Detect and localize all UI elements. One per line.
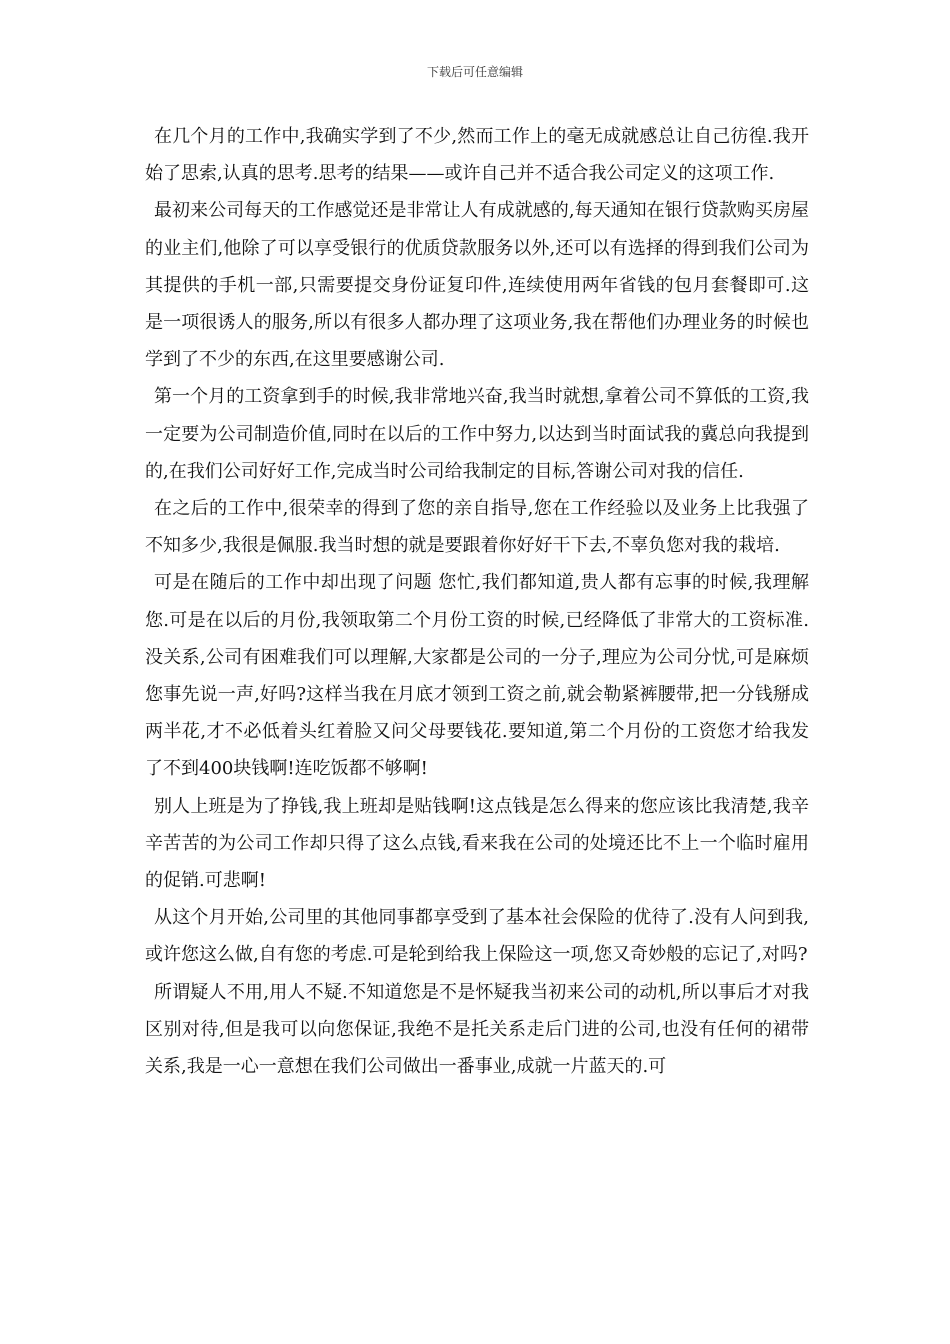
paragraph-2: 最初来公司每天的工作感觉还是非常让人有成就感的,每天通知在银行贷款购买房屋的业主们,他除了可以享受银行的优质贷款服务以外,还可以有选择的得到我们公司为其提供的手机一部,只需要提交身份证复印件,连续使用两年省钱的包月套餐即可.这是一项很诱人的服务,所以有很多人都办理了这项业务,我在帮他们办理业务的时候也学到了不少的东西,在这里要感谢公司. [145, 200, 809, 371]
paragraph-8: 所谓疑人不用,用人不疑.不知道您是不是怀疑我当初来公司的动机,所以事后才对我区别对待,但是我可以向您保证,我绝不是托关系走后门进的公司,也没有任何的裙带关系,我是一心一意想在我们公司做出一番事业,成就一片蓝天的.可 [145, 981, 809, 1078]
paragraph-7: 从这个月开始,公司里的其他同事都享受到了基本社会保险的优待了.没有人问到我,或许您这么做,自有您的考虑.可是轮到给我上保险这一项,您又奇妙般的忘记了,对吗? [145, 907, 809, 966]
page-header: 下载后可任意编辑 [426, 65, 523, 79]
paragraph-6: 别人上班是为了挣钱,我上班却是贴钱啊!这点钱是怎么得来的您应该比我清楚,我辛辛苦苦的为公司工作却只得了这么点钱,看来我在公司的处境还比不上一个临时雇用的促销.可悲啊! [145, 795, 809, 892]
document-body [145, 118, 809, 1085]
paragraph-5: 可是在随后的工作中却出现了问题 您忙,我们都知道,贵人都有忘事的时候,我理解您.可是在以后的月份,我领取第二个月份工资的时候,已经降低了非常大的工资标准.没关系,公司有困难我们可以理解,大家都是公司的一分子,理应为公司分忧,可是麻烦您事先说一声,好吗?这样当我在月底才领到工资之前,就会勒紧裤腰带,把一分钱掰成两半花,才不必低着头红着脸又问父母要钱花.要知道,第二个月份的工资您才给我发了不到400块钱啊!连吃饭都不够啊! [145, 572, 809, 780]
paragraph-3: 第一个月的工资拿到手的时候,我非常地兴奋,我当时就想,拿着公司不算低的工资,我一定要为公司制造价值,同时在以后的工作中努力,以达到当时面试我的冀总向我提到的,在我们公司好好工作,完成当时公司给我制定的目标,答谢公司对我的信任. [145, 386, 809, 482]
paragraph-1: 在几个月的工作中,我确实学到了不少,然而工作上的毫无成就感总让自己彷徨.我开始了思索,认真的思考.思考的结果——或许自己并不适合我公司定义的这项工作. [145, 126, 809, 185]
paragraph-4: 在之后的工作中,很荣幸的得到了您的亲自指导,您在工作经验以及业务上比我强了不知多少,我很是佩服.我当时想的就是要跟着你好好干下去,不辜负您对我的栽培. [145, 498, 809, 557]
